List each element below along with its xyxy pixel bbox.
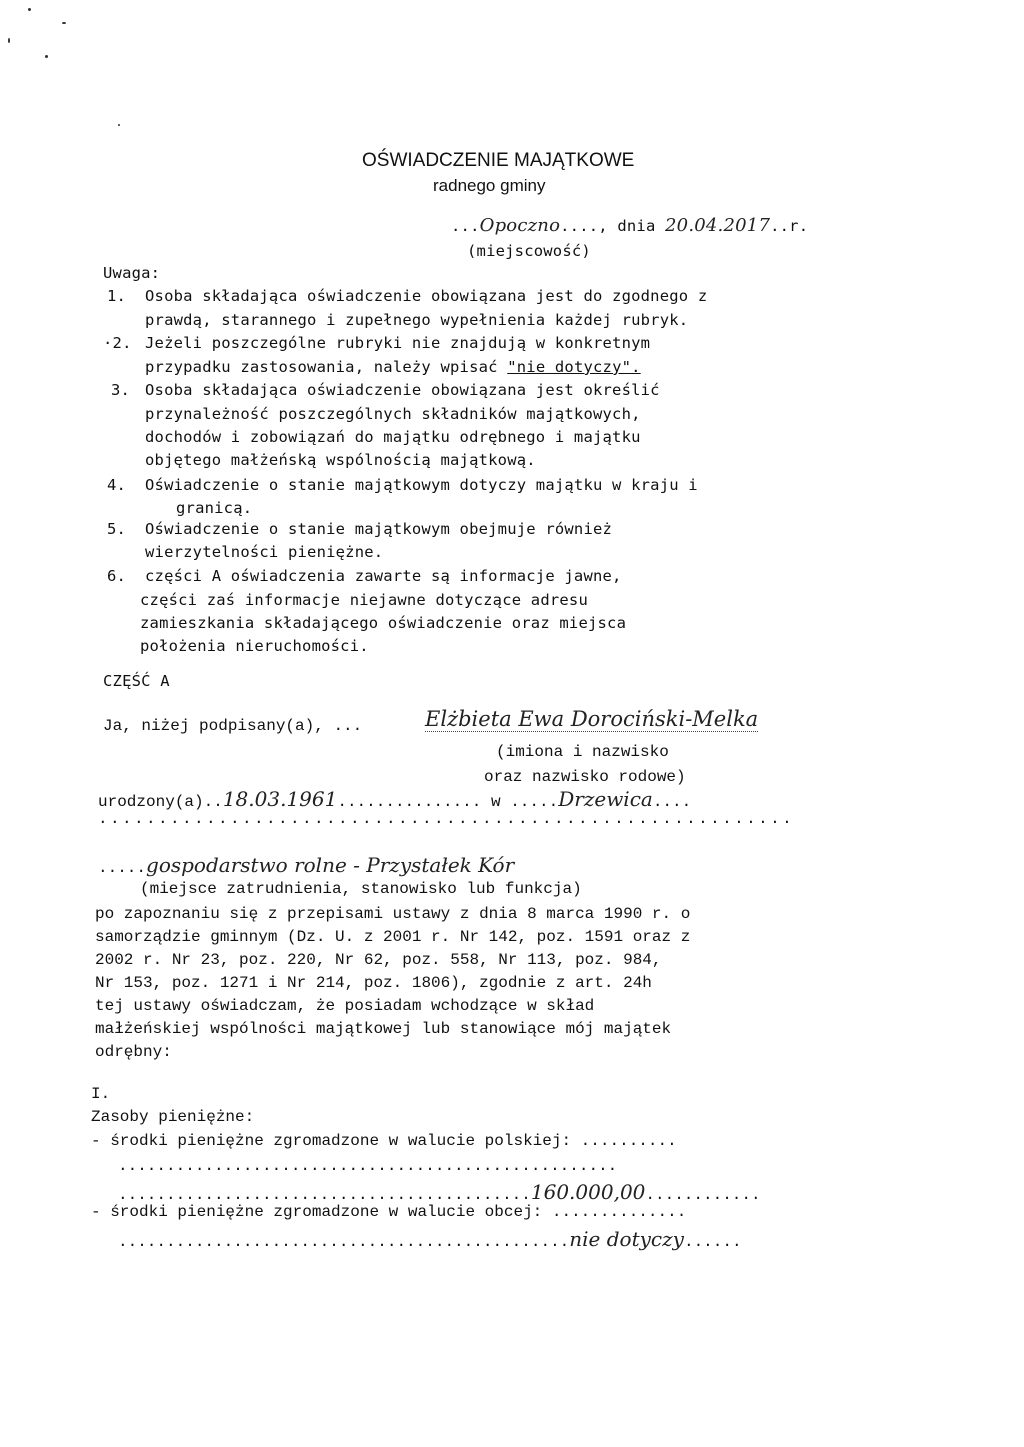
scan-speck xyxy=(8,38,10,43)
note-4-number: 4. xyxy=(107,476,127,494)
place-handwritten: Opoczno xyxy=(479,215,561,236)
pln-amount-line xyxy=(118,1180,761,1204)
note-6-number: 6. xyxy=(107,567,127,585)
note-5-line-2: wierzytelności pieniężne. xyxy=(145,543,384,561)
foreign-amount-line xyxy=(118,1227,742,1251)
scan-speck xyxy=(45,55,48,58)
note-3-line-1: Osoba składająca oświadczenie obowiązana jest określić xyxy=(145,381,660,399)
born-label: urodzony(a) xyxy=(98,793,204,811)
dots: ..... xyxy=(98,859,147,877)
note-1-line-1: Osoba składająca oświadczenie obowiązana jest do zgodnego z xyxy=(145,287,708,305)
dots: ............... xyxy=(337,793,482,811)
part-a-title: CZĘŚĆ A xyxy=(103,672,170,690)
document-subtitle: radnego gminy xyxy=(433,176,546,195)
note-6-line-1: części A oświadczenia zawarte są informacje jawne, xyxy=(145,567,622,585)
declaration-line-6: małżeńskiej wspólności majątkowej lub stanowiące mój majątek xyxy=(95,1020,672,1038)
dots: ............................................... xyxy=(118,1233,570,1251)
scan-speck xyxy=(62,22,66,24)
dots: ... xyxy=(333,717,363,735)
date-handwritten: 20.04.2017 xyxy=(665,215,771,236)
dots: ...... xyxy=(683,1233,742,1251)
declaration-line-1: po zapoznaniu się z przepisami ustawy z dnia 8 marca 1990 r. o xyxy=(95,905,691,923)
note-5-number: 5. xyxy=(107,520,127,538)
place-date-line xyxy=(451,215,808,236)
foreign-funds-label: - środki pieniężne zgromadzone w walucie obcej: .............. xyxy=(91,1203,687,1221)
note-1 xyxy=(107,287,126,305)
note-6-line-3: zamieszkania składającego oświadczenie oraz miejsca xyxy=(140,614,627,632)
declaration-line-3: 2002 r. Nr 23, poz. 220, Nr 62, poz. 558, Nr 113, poz. 984, xyxy=(95,951,662,969)
note-3-number: 3. xyxy=(111,381,131,399)
notes-title: Uwaga: xyxy=(103,264,161,282)
declaration-line-5: tej ustawy oświadczam, że posiadam wchodzące w skład xyxy=(95,997,595,1015)
dots: ............ xyxy=(645,1186,761,1204)
mark: · xyxy=(103,334,113,352)
note-2-number xyxy=(103,334,132,352)
note-number: 2. xyxy=(112,334,132,352)
note-3-line-3: dochodów i zobowiązań do majątku odrębnego i majątku xyxy=(145,428,641,446)
employment-handwritten: gospodarstwo rolne - Przystałek Kór xyxy=(146,853,515,877)
note-1-line-2: prawdą, starannego i zupełnego wypełnienia każdej rubryk. xyxy=(145,311,689,329)
note-5-line-1: Oświadczenie o stanie majątkowym obejmuje również xyxy=(145,520,613,538)
dots: ... xyxy=(451,217,480,235)
scan-speck xyxy=(28,8,31,11)
employment-caption: (miejsce zatrudnienia, stanowisko lub funkcja) xyxy=(140,880,582,898)
declaration-line-4: Nr 153, poz. 1271 i Nr 214, poz. 1806), zgodnie z art. 24h xyxy=(95,974,652,992)
declaration-line-2: samorządzie gminnym (Dz. U. z 2001 r. Nr 142, poz. 1591 oraz z xyxy=(95,928,691,946)
name-caption-1: (imiona i nazwisko xyxy=(496,743,669,761)
note-4-line-1: Oświadczenie o stanie majątkowym dotyczy majątku w kraju i xyxy=(145,476,698,494)
note-2-line-1: Jeżeli poszczególne rubryki nie znajdują w konkretnym xyxy=(145,334,651,352)
birth-date-handwritten: 18.03.1961 xyxy=(222,787,338,811)
note-text: przypadku zastosowania, należy wpisać xyxy=(145,358,508,376)
note-6-line-2: części zaś informacje niejawne dotyczące adresu xyxy=(140,591,588,609)
dotted-line: .......................................................... xyxy=(98,810,795,828)
pln-dots-line: .................................................... xyxy=(118,1157,618,1175)
pln-amount-handwritten: 160.000,00 xyxy=(530,1180,646,1204)
document-title: OŚWIADCZENIE MAJĄTKOWE xyxy=(362,150,635,171)
in-label: w xyxy=(490,793,501,811)
dots: ...., xyxy=(560,217,608,235)
note-6-line-4: położenia nieruchomości. xyxy=(140,637,369,655)
place-caption: (miejscowość) xyxy=(467,242,591,260)
note-3-line-4: objętego małżeńską wspólnością majątkową. xyxy=(145,451,536,469)
section-numeral: I. xyxy=(91,1085,111,1103)
dots: ........................................... xyxy=(118,1186,531,1204)
employment-line xyxy=(98,853,514,877)
date-label: dnia xyxy=(617,217,656,235)
birth-place-handwritten: Drzewica xyxy=(558,787,653,811)
note-underlined: "nie dotyczy". xyxy=(507,358,641,376)
pln-funds-label: - środki pieniężne zgromadzone w walucie polskiej: .......... xyxy=(91,1132,677,1150)
ja-line xyxy=(103,717,362,735)
dots: ..... xyxy=(510,793,559,811)
note-number: 1. xyxy=(107,287,127,305)
name-handwritten: Elżbieta Ewa Dorociński-Melka xyxy=(425,707,759,731)
note-3-line-2: przynależność poszczególnych składników majątkowych, xyxy=(145,405,641,423)
ja-label: Ja, niżej podpisany(a), xyxy=(103,717,324,735)
born-line xyxy=(98,787,691,811)
date-suffix: ..r. xyxy=(770,217,809,235)
note-4-line-2: granicą. xyxy=(176,499,253,517)
dots: .. xyxy=(203,793,223,811)
foreign-amount-handwritten: nie dotyczy xyxy=(569,1227,684,1251)
name-caption-2: oraz nazwisko rodowe) xyxy=(484,768,686,786)
dots: .... xyxy=(652,793,692,811)
scan-speck xyxy=(118,124,120,126)
declaration-line-7: odrębny: xyxy=(95,1043,172,1061)
note-2-line-2 xyxy=(145,358,641,376)
section-title: Zasoby pieniężne: xyxy=(91,1108,255,1126)
